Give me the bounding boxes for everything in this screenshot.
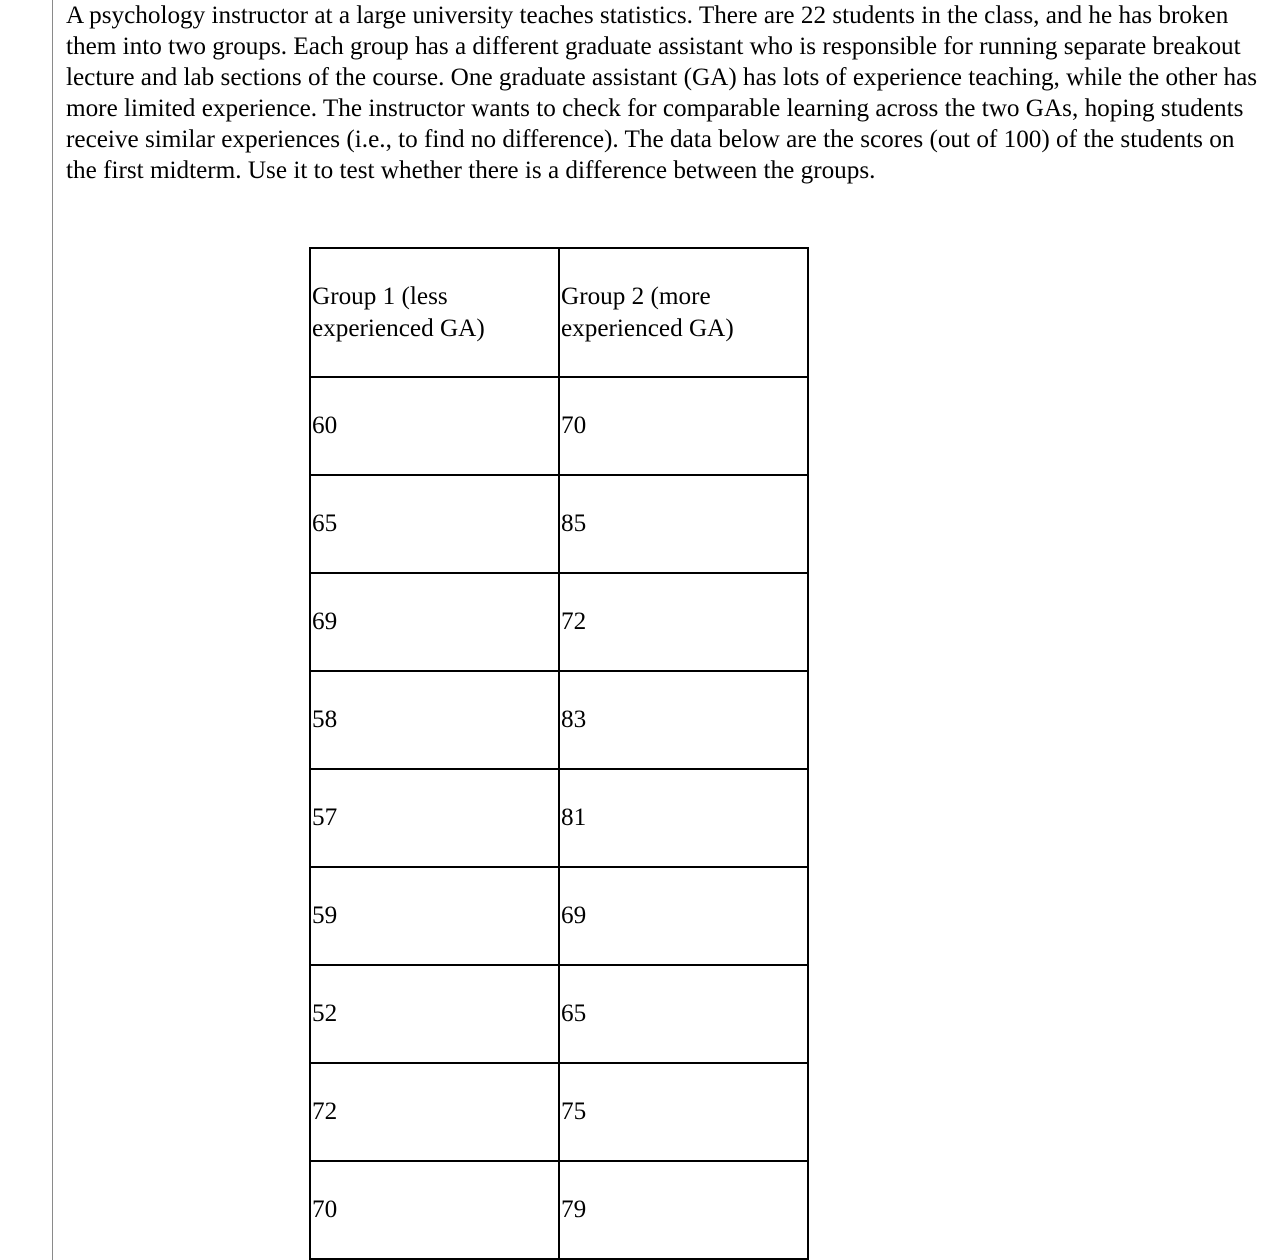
- left-border-line: [52, 0, 53, 1260]
- group-2-score: 65: [559, 965, 808, 1063]
- group-1-score: 60: [310, 377, 559, 475]
- group-1-score: 72: [310, 1063, 559, 1161]
- group-1-score: 52: [310, 965, 559, 1063]
- table-row: [310, 377, 808, 475]
- group-2-score: 69: [559, 867, 808, 965]
- group-1-score: 70: [310, 1161, 559, 1259]
- table-row: [310, 1161, 808, 1259]
- table-row: [310, 1063, 808, 1161]
- table-row: [310, 573, 808, 671]
- group-2-score: 72: [559, 573, 808, 671]
- group-2-score: 70: [559, 377, 808, 475]
- group-2-score: 85: [559, 475, 808, 573]
- table-row: [310, 475, 808, 573]
- group-2-score: 75: [559, 1063, 808, 1161]
- table-row: [310, 671, 808, 769]
- header-group-2: Group 2 (more experienced GA): [559, 248, 808, 377]
- group-1-score: 65: [310, 475, 559, 573]
- scores-table: [309, 247, 809, 1260]
- group-2-score: 83: [559, 671, 808, 769]
- table-row: [310, 965, 808, 1063]
- table-row: [310, 769, 808, 867]
- group-1-score: 57: [310, 769, 559, 867]
- group-1-score: 59: [310, 867, 559, 965]
- table-header-row: [310, 248, 808, 377]
- header-group-1: Group 1 (less experienced GA): [310, 248, 559, 377]
- group-1-score: 69: [310, 573, 559, 671]
- table-row: [310, 867, 808, 965]
- group-1-score: 58: [310, 671, 559, 769]
- group-2-score: 79: [559, 1161, 808, 1259]
- problem-statement: A psychology instructor at a large university teaches statistics. There are 22 students in the class, and he has broken them into two groups. Each group has a different graduate assistant who is responsible for running separate breakout lecture and lab sections of the course. One graduate assistant (GA) has lots of experience teaching, while the other has more limited experience. The instructor wants to check for comparable learning across the two GAs, hoping students receive similar experiences (i.e., to find no difference). The data below are the scores (out of 100) of the students on the first midterm. Use it to test whether there is a difference between the groups.: [66, 2, 1258, 185]
- group-2-score: 81: [559, 769, 808, 867]
